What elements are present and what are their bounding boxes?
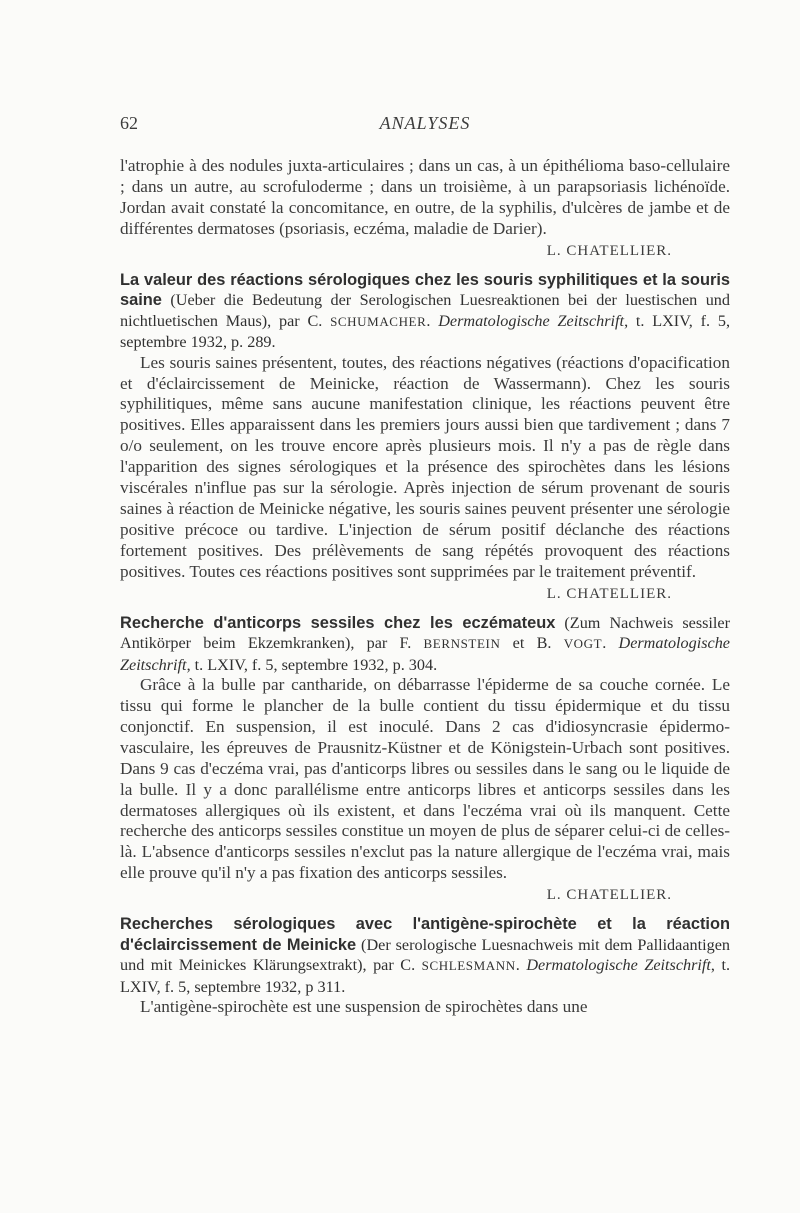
page-header xyxy=(120,113,730,143)
article-3-title xyxy=(120,914,730,997)
running-title: ANALYSES xyxy=(379,113,471,133)
article-2-journal: Dermatologische Zeitschrift xyxy=(120,634,730,674)
article-2-author: BERNSTEIN xyxy=(423,636,501,652)
article-2-author-2: VOGT xyxy=(563,636,603,652)
article-3-ref-pre: (Der serologische Luesnachweis mit dem Pallidaantigen und mit Meinickes Klärungsextrakt), par C. xyxy=(120,935,730,975)
article-1-reference xyxy=(120,291,730,351)
article-2 xyxy=(120,613,730,907)
article-2-body: Grâce à la bulle par cantharide, on débarrasse l'épiderme de sa couche cornée. Le tissu qui forme le plancher de la bulle contient du tissu épidermique et du tissu conjonctif. En suspension, il est inoculé. Dans 2 cas d'idiosyncrasie épidermo-vasculaire, les épreuves de Prausnitz-Küstner et de Königstein-Urbach sont positives. Dans 9 cas d'eczéma vrai, pas d'anticorps libres ou sessiles dans le sang ou le liquide de la bulle. Il y a donc parallélisme entre anticorps libres et anticorps sessiles dans les dermatoses allergiques où ils existent, et dans l'eczéma vrai où ils manquent. Cette recherche des anticorps sessiles constitue un moyen de plus de séparer celui-ci de celles-là. L'absence d'anticorps sessiles n'exclut pas la nature allergique de l'eczéma vrai, mais elle prouve qu'il n'y a pas fixation des anticorps sessiles. xyxy=(120,675,730,883)
article-2-signature: L. CHATELLIER. xyxy=(546,887,672,904)
continuation-signature: L. CHATELLIER. xyxy=(546,242,672,259)
article-1-journal: Dermatologische Zeitschrift xyxy=(438,311,625,330)
page-body xyxy=(120,156,730,1018)
page-number: 62 xyxy=(120,113,138,133)
article-1-ref-pre: (Ueber die Bedeutung der Serologischen Luesreaktionen bei der luestischen und nichtluetischen Maus), par C. xyxy=(120,291,730,330)
article-2-ref-mid-2: . xyxy=(602,634,619,653)
article-2-ref-mid: et B. xyxy=(500,634,564,653)
continuation-paragraph: l'atrophie à des nodules juxta-articulaires ; dans un cas, à un épithélioma baso-cellulaire ; dans un autre, au scrofuloderme ; dans un troisième, à un parapsoriasis lichénoïde. Jordan avait constaté la concomitance, en outre, de la syphilis, d'ulcères de jambe et de différentes dermatoses (psoriasis, eczéma, maladie de Darier). xyxy=(120,156,730,238)
article-3 xyxy=(120,914,730,1018)
article-1-author: SCHUMACHER xyxy=(330,313,427,329)
article-1-title-bold: La valeur des réactions sérologiques chez les souris syphilitiques et la souris saine xyxy=(120,270,730,310)
article-2-title xyxy=(120,613,730,676)
article-1-ref-mid: . xyxy=(426,311,439,330)
article-2-title-bold: Recherche d'anticorps sessiles chez les eczémateux xyxy=(120,613,556,632)
article-3-title-bold: Recherches sérologiques avec l'antigène-spirochète et la réaction d'éclaircissement de Meinicke xyxy=(120,915,730,954)
article-3-author: SCHLESMANN xyxy=(421,958,516,974)
article-2-ref-pre: (Zum Nachweis sessiler Antikörper beim Ekzemkranken), par F. xyxy=(120,613,730,653)
article-1-title xyxy=(120,270,730,353)
article-1 xyxy=(120,270,730,605)
article-2-ref-post: , t. LXIV, f. 5, septembre 1932, p. 304. xyxy=(186,655,438,674)
article-3-body: L'antigène-spirochète est une suspension de spirochètes dans une xyxy=(140,997,588,1017)
article-1-ref-post: , t. LXIV, f. 5, septembre 1932, p. 289. xyxy=(120,311,731,352)
article-1-signature: L. CHATELLIER. xyxy=(546,585,672,602)
article-3-ref-post: , t. LXIV, f. 5, septembre 1932, p 311. xyxy=(120,956,730,996)
article-3-journal: Dermatologische Zeitschrift xyxy=(526,956,711,975)
article-1-body: Les souris saines présentent, toutes, des réactions négatives (réactions d'opacification et d'éclaircissement de Meinicke, réaction de Wassermann). Chez les souris syphilitiques, même sans aucune manifestation clinique, les réactions peuvent être positives. Elles apparaissent dans les premiers jours aussi bien que tardivement ; dans 7 o/o seulement, on les trouve encore après plusieurs mois. Il n'y a pas de règle dans l'apparition des signes sérologiques et la présence des spirochètes dans les lésions viscérales n'influe pas sur la sérologie. Après injection de sérum provenant de souris saines à réaction de Meinicke négative, les souris saines peuvent présenter une sérologie positive précoce ou tardive. L'injection de sérum positif déclanche des réactions fortement positives. Des prélèvements de sang répétés provoquent des réactions positives. Toutes ces réactions positives sont supprimées par le traitement préventif. xyxy=(120,352,730,581)
article-3-ref-mid: . xyxy=(515,956,527,975)
